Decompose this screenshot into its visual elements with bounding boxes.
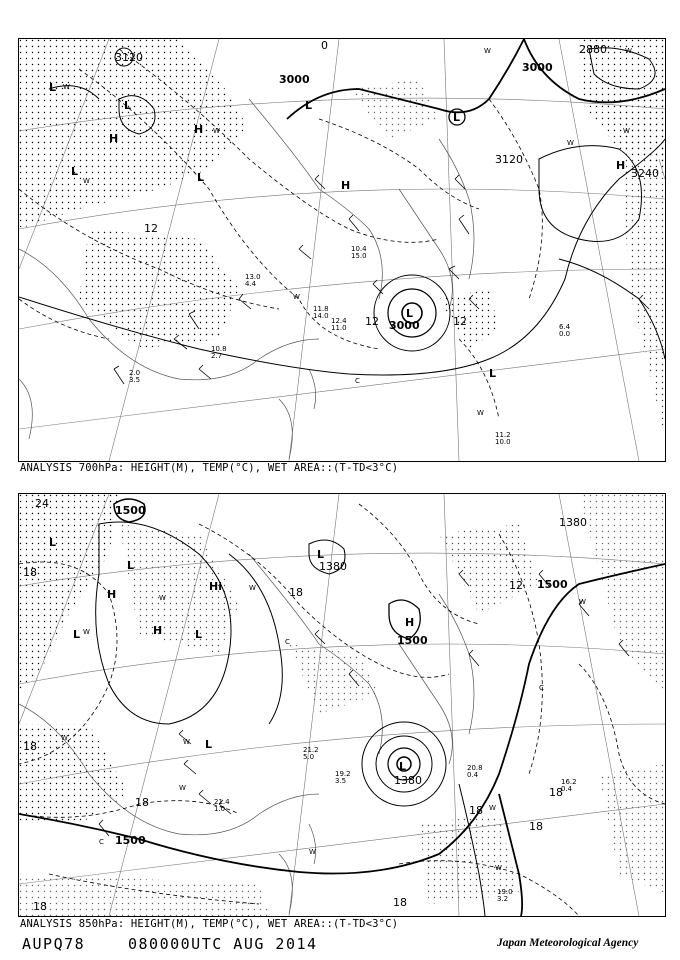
low-center: L [195, 628, 203, 641]
isotherm-label: 12 [144, 222, 158, 235]
low-center: L [317, 548, 325, 561]
wet-area-shading [19, 39, 665, 439]
station-pair: 11.2 10.0 [495, 431, 511, 446]
warm-marker: W [623, 127, 630, 135]
isotherm-label: 18 [135, 796, 149, 809]
height-label: 3000 [389, 319, 420, 332]
height-label: 1500 [115, 834, 146, 847]
isotherm-label: 18 [33, 900, 47, 913]
low-center: L [49, 81, 57, 94]
isotherm-label: 18 [23, 740, 37, 753]
isotherm-label: 18 [529, 820, 543, 833]
isotherm-label: 18 [289, 586, 303, 599]
warm-marker: W [249, 584, 256, 592]
warm-marker: W [477, 409, 484, 417]
station-pair: 10.8 2.7 [211, 345, 227, 360]
isotherm-label: 12 [365, 315, 379, 328]
cold-marker: C [99, 838, 104, 846]
station-pair: 16.2 0.4 [561, 778, 577, 793]
isotherm-label: 0 [321, 39, 328, 52]
height-label: 3000 [279, 73, 310, 86]
high-center: H [616, 159, 626, 172]
warm-marker: W [213, 127, 220, 135]
height-label: 2880 [579, 43, 607, 56]
warm-marker: W [495, 864, 502, 872]
station-pair: 6.4 0.0 [559, 323, 571, 338]
panel-caption-700hpa: ANALYSIS 700hPa: HEIGHT(M), TEMP(°C), WET AREA::(T-TD<3°C) [20, 462, 399, 474]
low-center: L [197, 171, 205, 184]
low-center: L [453, 111, 461, 124]
warm-marker: W [83, 628, 90, 636]
warm-marker: W [159, 594, 166, 602]
warm-marker: W [83, 177, 90, 185]
high-center: H [194, 123, 204, 136]
agency-name: Japan Meteorological Agency [497, 937, 639, 949]
station-pair: 11.8 14.0 [313, 305, 329, 320]
cold-marker: C [285, 638, 290, 646]
isotherm-label: 12 [509, 579, 523, 592]
height-label: 1500 [537, 578, 568, 591]
chart-code: AUPQ78 [22, 935, 86, 953]
warm-marker: W [484, 47, 491, 55]
warm-marker: W [579, 598, 586, 606]
station-pair: 10.4 15.0 [351, 245, 367, 260]
station-pair: 19.2 3.5 [335, 770, 351, 785]
warm-marker: W [567, 139, 574, 147]
wet-area-shading [19, 494, 665, 916]
warm-marker: W [61, 734, 68, 742]
height-label: 1380 [319, 560, 347, 573]
high-center: H [107, 588, 117, 601]
panel-caption-850hpa: ANALYSIS 850hPa: HEIGHT(M), TEMP(°C), WET AREA::(T-TD<3°C) [20, 918, 399, 930]
warm-marker: W [293, 293, 300, 301]
isotherm-label: 18 [549, 786, 563, 799]
map-panel-700hpa [18, 38, 666, 462]
isotherm-label: 18 [469, 804, 483, 817]
low-center: L [205, 738, 213, 751]
cold-marker: C [539, 684, 544, 692]
high-center: H [341, 179, 351, 192]
map-700hpa-canvas [19, 39, 665, 461]
valid-time: 080000UTC AUG 2014 [128, 935, 318, 953]
low-center: L [406, 307, 414, 320]
low-center: L [489, 367, 497, 380]
isotherm-label: 18 [23, 566, 37, 579]
high-center: H [109, 132, 119, 145]
high-center: Hi [209, 580, 222, 593]
map-panel-850hpa [18, 493, 666, 917]
station-pair: 20.8 0.4 [467, 764, 483, 779]
station-pair: 21.2 5.0 [303, 746, 319, 761]
low-center: L [71, 165, 79, 178]
height-label: 3120 [115, 51, 143, 64]
warm-marker: W [183, 738, 190, 746]
warm-marker: W [63, 83, 70, 91]
warm-marker: W [309, 848, 316, 856]
warm-marker: W [625, 47, 632, 55]
height-label: 1380 [394, 774, 422, 787]
isotherm-label: 18 [393, 896, 407, 909]
low-center: L [305, 99, 313, 112]
low-center: L [127, 559, 135, 572]
high-center: H [405, 616, 415, 629]
isotherm-label: 12 [453, 315, 467, 328]
station-pair: 2.0 3.5 [129, 369, 141, 384]
station-pair: 13.0 4.4 [245, 273, 261, 288]
station-pair: 19.0 3.2 [497, 888, 513, 903]
cold-marker: C [355, 377, 360, 385]
low-center: L [399, 760, 407, 773]
warm-marker: W [489, 804, 496, 812]
height-label: 3000 [522, 61, 553, 74]
high-center: H [153, 624, 163, 637]
height-label: 3120 [495, 153, 523, 166]
low-center: L [73, 628, 81, 641]
height-label: 1500 [397, 634, 428, 647]
height-label: 3240 [631, 167, 659, 180]
map-850hpa-canvas [19, 494, 665, 916]
low-center: L [124, 99, 132, 112]
isotherm-label: 24 [35, 497, 49, 510]
height-label: 1500 [115, 504, 146, 517]
low-center: L [49, 536, 57, 549]
warm-marker: W [179, 784, 186, 792]
station-pair: 12.4 11.0 [331, 317, 347, 332]
station-pair: 21.4 1.0 [214, 798, 230, 813]
height-label: 1380 [559, 516, 587, 529]
